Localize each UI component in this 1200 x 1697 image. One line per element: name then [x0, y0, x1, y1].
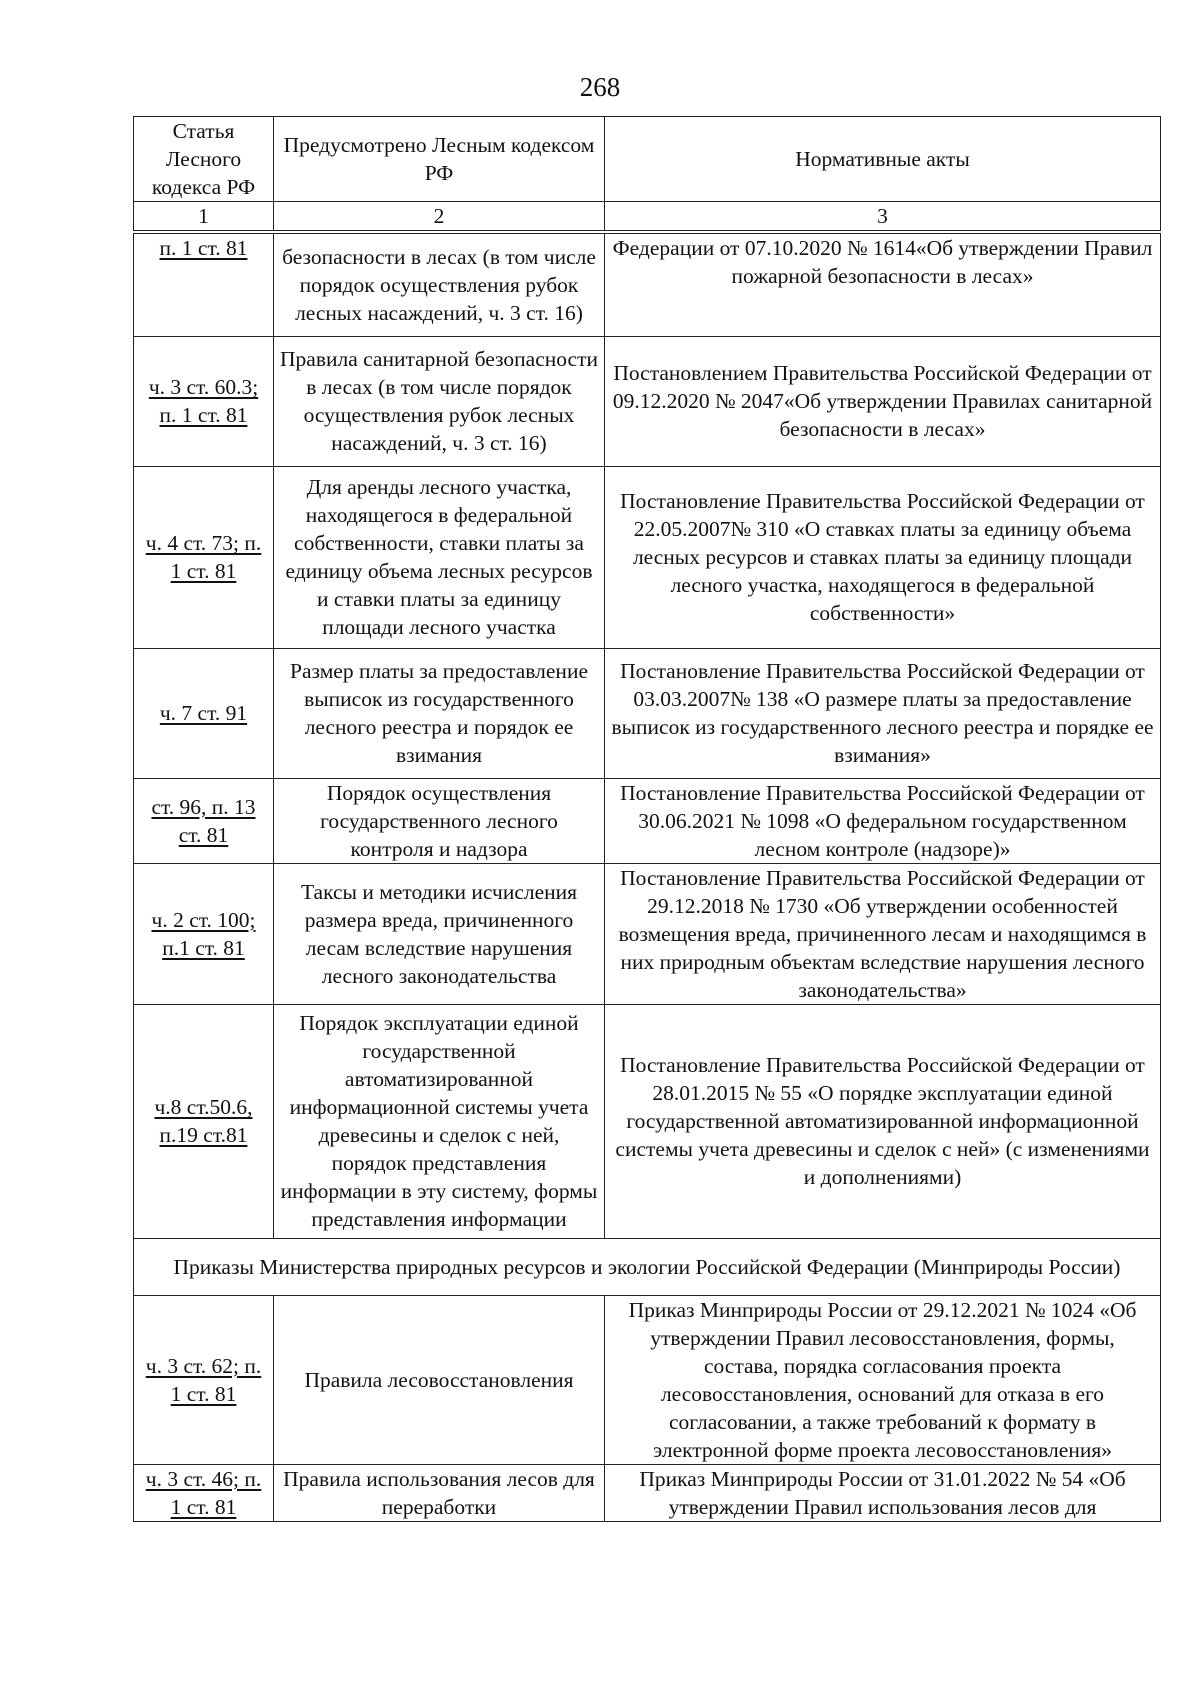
provision-cell: Правила использования лесов для переработки [274, 1464, 605, 1521]
table-row [134, 1295, 1161, 1464]
page-number: 268 [579, 72, 621, 102]
table-row [134, 232, 1161, 336]
article-link[interactable]: ч. 3 ст. 62; п. 1 ст. 81 [145, 1353, 262, 1406]
table-row [134, 778, 1161, 863]
article-link[interactable]: п. 1 ст. 81 [159, 236, 248, 260]
header-article: Статья Лесного кодекса РФ [134, 117, 274, 202]
act-cell: Приказ Минприроды России от 29.12.2021 № 1024 «Об утверждении Правил лесовосстановления, формы, состава, порядка согласования проекта лесовосстановления, оснований для отказа в его согласовании, а также требований к формату в электронной форме проекта лесовосстановления» [605, 1295, 1161, 1464]
provision-cell: Правила лесовосстановления [274, 1295, 605, 1464]
provision-cell: Таксы и методики исчисления размера вреда, причиненного лесам вследствие нарушения лесного законодательства [274, 863, 605, 1004]
article-link[interactable]: ч. 2 ст. 100; п.1 ст. 81 [151, 907, 256, 960]
column-number: 3 [605, 202, 1161, 233]
provision-cell: Порядок эксплуатации единой государственной автоматизированной информационной системы учета древесины и сделок с ней, порядок представления информации в эту систему, формы представления информации [274, 1004, 605, 1238]
header-acts: Нормативные акты [605, 117, 1161, 202]
article-link[interactable]: ч.8 ст.50.6, п.19 ст.81 [154, 1095, 253, 1147]
article-link[interactable]: ч. 3 ст. 60.3; п. 1 ст. 81 [148, 375, 259, 427]
table-row [134, 863, 1161, 1004]
header-provision: Предусмотрено Лесным кодексом РФ [274, 117, 605, 202]
article-link[interactable]: ч. 7 ст. 91 [159, 701, 248, 725]
table-row [134, 648, 1161, 778]
table-row [134, 336, 1161, 466]
column-number-row [134, 202, 1161, 233]
act-cell: Постановление Правительства Российской Федерации от 28.01.2015 № 55 «О порядке эксплуатации единой государственной автоматизированной информационной системы учета древесины и сделок с ней» (с изменениями и дополнениями) [605, 1004, 1161, 1238]
table-row [134, 1004, 1161, 1238]
article-link[interactable]: ч. 3 ст. 46; п. 1 ст. 81 [145, 1466, 262, 1519]
article-link[interactable]: ч. 4 ст. 73; п. 1 ст. 81 [145, 531, 262, 583]
act-cell: Постановление Правительства Российской Федерации от 29.12.2018 № 1730 «Об утверждении особенностей возмещения вреда, причиненного лесам и находящимся в них природным объектам вследствие нарушения лесного законодательства» [605, 863, 1161, 1004]
provision-cell: Порядок осуществления государственного лесного контроля и надзора [274, 778, 605, 863]
act-cell: Постановлением Правительства Российской Федерации от 09.12.2020 № 2047«Об утверждении Правилах санитарной безопасности в лесах» [605, 336, 1161, 466]
legal-acts-table [133, 116, 1161, 1522]
act-cell: Постановление Правительства Российской Федерации от 03.03.2007№ 138 «О размере платы за предоставление выписок из государственного лесного реестра и порядке ее взимания» [605, 648, 1161, 778]
provision-cell: Размер платы за предоставление выписок из государственного лесного реестра и порядок ее взимания [274, 648, 605, 778]
act-cell: Приказ Минприроды России от 31.01.2022 № 54 «Об утверждении Правил использования лесов для [605, 1464, 1161, 1521]
act-cell: Федерации от 07.10.2020 № 1614«Об утверждении Правил пожарной безопасности в лесах» [605, 232, 1161, 336]
column-number: 1 [134, 202, 274, 233]
table-row [134, 466, 1161, 648]
act-cell: Постановление Правительства Российской Федерации от 22.05.2007№ 310 «О ставках платы за единицу объема лесных ресурсов и ставках платы за единицу площади лесного участка, находящегося в федеральной собственности» [605, 466, 1161, 648]
section-heading: Приказы Министерства природных ресурсов и экологии Российской Федерации (Минприроды России) [134, 1238, 1161, 1295]
table-header-row [134, 117, 1161, 202]
table-row [134, 1464, 1161, 1521]
section-heading-row [134, 1238, 1161, 1295]
provision-cell: Правила санитарной безопасности в лесах (в том числе порядок осуществления рубок лесных насаждений, ч. 3 ст. 16) [274, 336, 605, 466]
column-number: 2 [274, 202, 605, 233]
provision-cell: Для аренды лесного участка, находящегося в федеральной собственности, ставки платы за единицу объема лесных ресурсов и ставки платы за единицу площади лесного участка [274, 466, 605, 648]
act-cell: Постановление Правительства Российской Федерации от 30.06.2021 № 1098 «О федеральном государственном лесном контроле (надзоре)» [605, 778, 1161, 863]
provision-cell: безопасности в лесах (в том числе порядок осуществления рубок лесных насаждений, ч. 3 ст. 16) [274, 232, 605, 336]
article-link[interactable]: ст. 96, п. 13 ст. 81 [151, 794, 256, 847]
